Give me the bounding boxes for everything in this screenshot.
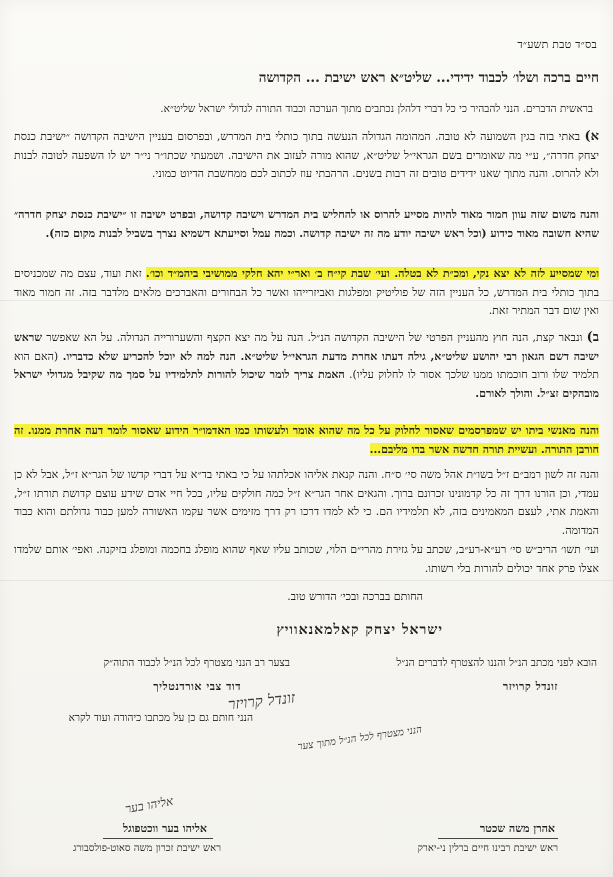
paragraph-1 — [14, 128, 599, 184]
paragraph-5 — [14, 422, 599, 459]
signer-name: ישראל יצחק קאלמאנאוויץ — [276, 622, 443, 638]
date-line: בס״ד טבת תשע״ד — [517, 38, 597, 51]
paragraph-1-text: באתי בזה בגין השמועה לא טובה. המהומה הגדולה הנעשה בתוך כותלי בית המדרש, ובפרסום בעניין הישיבה הקדושה ״ישיבת כנסת יצחק חדרה״, ע״י מה שאומרים בשם הגראי״ל שליט״א, שהוא מורה לעזוב את הישיבה. ושמעתי שכתו״ר ני״ר יש לו השפעה לטובה לבנות ולא להרוס. והנה מתוך שאנו ידידים טובים זה רבות בשנים. הרהבתי עוז לכתוב לכם ממחשבת הדיוט כמוני. — [14, 130, 599, 180]
paragraph-3 — [14, 265, 599, 321]
section-marker-a: א) — [584, 129, 599, 144]
handwritten-signature: אליהו בער — [123, 793, 174, 817]
letter-heading: חיים ברכה ושלו׳ לכבוד ידידי... שליט״א ראש ישיבת ... הקדושה — [258, 70, 599, 86]
paragraph-6: והנה זה לשון רמב״ם ז״ל בשו״ת אהל משה סי׳ ס״ח. והנה קנאת אליהו אכלתהו על כי באתי בד״א על דברי קדשו של הגר״א ז״ל, אבל לא כן עמדי, וכן הורנו דרך זה כל קדמונינו זכרונם ברוך. והגאים אחר הגר״א ז״ל כמה חולקים עליו, בכל חיי אדם שידע עוצם קדושת תורתו ז״ל, והאמת אתי, לעצם המאמינים בזה, לא תלמידיו הם. כי לא למדו דרכו רק דרך מזימים אשר עקמו האשורה למען כבוד גדולתם והוא כבוד המדומה. — [14, 468, 599, 537]
bottom-signer-title-right: ראש ישיבת רבינו חיים ברלין ני-יארק — [417, 843, 558, 854]
paragraph-3-text: זאת ועוד, עצם מה שמכניסים בתוך כותלי בית המדרש, כל העניין הזה של פוליטיק ומפלגות ואביזרייהו ואשר כל הבחורים והאברכים מלאים מלדבר בזה. זה חמור מאוד ואין שום דבר המתיר זאת. — [14, 267, 599, 317]
paper-fold-line — [0, 580, 613, 581]
bottom-signer-name-right: אהרן משה שכטר — [479, 822, 555, 835]
handwritten-note: הנני מצטרף לכל הנ״ל מתוך צער — [297, 724, 423, 753]
closing-line: החותם בברכה ובכי׳ הדורש טוב. — [287, 590, 423, 603]
intro-line: בראשית הדברים. הנני להבהיר כי כל דברי דלהלן נכתבים מתוך הערכה וכבוד התורה לגדולי ישראל שליט״א. — [160, 103, 593, 115]
paragraph-7: ועי׳ תשו׳ הריב״ש סי׳ רע״א-רע״ב, שכתב על גזירת מהרי״ם הלוי, שכותב עליו שאף שהוא מופלג בחכמה ומופלג בזיקנה. ואפי׳ אותם שלמדו אצלו פרק אחד יכולים להורות בלי רשותו. — [14, 543, 599, 575]
highlighted-text: ומי שמסייע לזה לא יצא נקי, ומכ״ת לא בטלה. ועי׳ שבת קי״ח ב׳ ואר״י יהא חלקי ממושיבי ביהמ״ד וכו׳. — [145, 267, 600, 280]
paragraph-4 — [14, 329, 599, 403]
handwritten-signature: זונדל קרויזר — [227, 688, 296, 714]
paragraph-2: והנה משום שזה עוון חמור מאוד להיות מסייע להרוס או להחליש בית המדרש וישיבה קדושה, ובפרט ישיבה זו ״ישיבת כנסת יצחק חדרה״ שהיא חשובה מאוד כידוע (וכל ראש ישיבה יודע מה זה ישיבה קדושה. וכמה עמל וסייעתא דשמיא נצרך בשביל לבנות מקום כזה). — [14, 208, 599, 240]
paragraph-4-text-c: (האם הוא תלמיד שלו ורוב חוכמתו ממנו שלכך אסור לו לחלוק עליו). — [14, 349, 599, 381]
paragraph-4-text-d: האמת צריך לומר שיכול להורות לתלמידיו על סמך מה שקיבל מגדולי ישראל מובהקים זצ״ל. והולך לאורם. — [14, 368, 599, 400]
endorser-name-left: דוד צבי אורדנטליך — [153, 680, 241, 693]
bottom-signer-title-left: ראש ישיבת זכרון משה סאוט-פולסבורג — [73, 843, 221, 854]
signature-line — [103, 838, 213, 839]
signature-line — [438, 838, 558, 839]
paragraph-4-text-a: ונבאר קצת, הנה חוץ מהעניין הפרטי של הישיבה הקדושה הנ״ל. הנה על מה יצא הקצף והשערורייה הגדולה. על הא שאפשר — [46, 331, 583, 344]
paragraph-4-text-b: שראש ישיבה דשם הגאון רבי יהושע שליט״א, גילה דעתו אחרת מדעת הגראי״ל שליט״א. הנה למה לא יוכל להכריע שלא כדבריו. — [14, 331, 599, 363]
section-marker-b: ב) — [586, 330, 599, 345]
endorsement-note-left: בצער רב הנני מצטרף לכל הנ״ל לכבוד התוה״ק — [103, 657, 290, 669]
endorser-name-right: זונדל קרויזר — [502, 680, 558, 693]
endorsement-note-right: הובא לפני מכתב הנ״ל והננו להצטרף לדברים הנ״ל — [396, 657, 597, 669]
bottom-signer-name-left: אליהו בער ווכטפוגל — [122, 822, 207, 835]
also-signing-note: הנני חותם גם כן על מכתבו כיהודה ועוד לקרא — [68, 712, 253, 724]
highlighted-text: והנה מאנשי ביתו יש שמפרסמים שאסור לחלוק על כל מה שהוא אומר ולעשותו כמו האדמו״ר הידוע שאסור לומר דעה אחרת ממנו. זה חורבן התורה. ועשיית תורה חדשה אשר בדו מליבם... — [14, 424, 599, 456]
